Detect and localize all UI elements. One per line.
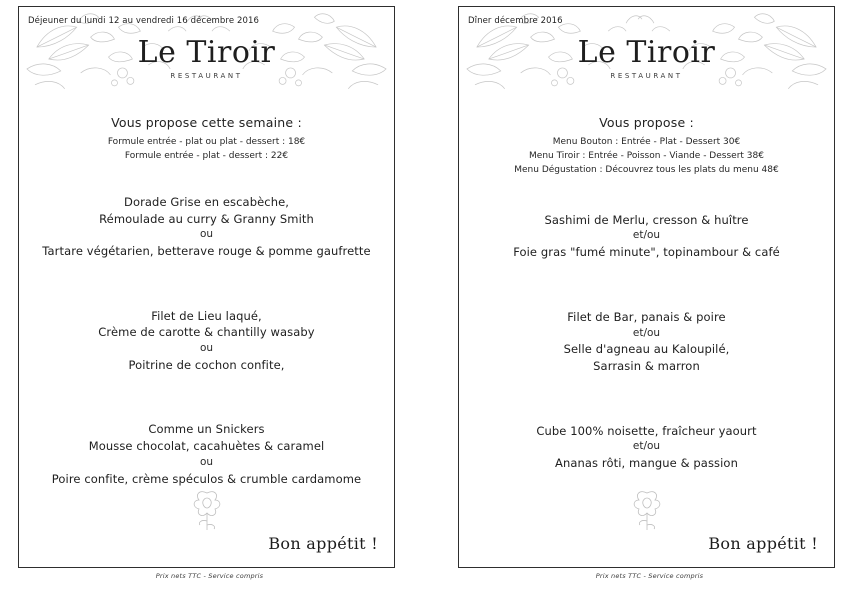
course-alt-line: Selle d'agneau au Kaloupilé, bbox=[563, 342, 730, 357]
brand-subtitle: RESTAURANT bbox=[610, 71, 683, 80]
course-line: Rémoulade au curry & Granny Smith bbox=[99, 211, 314, 226]
brand-name: Le Tiroir bbox=[577, 35, 716, 70]
course-separator: et/ou bbox=[632, 326, 661, 339]
flower-decoration-icon bbox=[179, 479, 235, 531]
menu-right-course bbox=[459, 423, 834, 472]
course-alt-line: Poitrine de cochon confite, bbox=[128, 357, 285, 372]
menu-right-date-label: Dîner décembre 2016 bbox=[468, 16, 563, 26]
menu-right-intro-line: Menu Bouton : Entrée - Plat - Dessert 30€ bbox=[552, 137, 741, 147]
course-line: Comme un Snickers bbox=[148, 422, 265, 437]
course-alt-line: Ananas rôti, mangue & passion bbox=[555, 456, 738, 471]
menu-left-closing: Bon appétit ! bbox=[268, 534, 378, 553]
course-separator: ou bbox=[199, 341, 214, 354]
course-separator: ou bbox=[199, 228, 214, 241]
menu-left-intro-line: Formule entrée - plat ou plat - dessert : 18€ bbox=[107, 137, 306, 147]
menu-right bbox=[458, 6, 835, 586]
menu-left-brand bbox=[19, 37, 394, 80]
menu-left-date-label: Déjeuner du lundi 12 au vendredi 16 décembre 2016 bbox=[28, 16, 259, 26]
course-line: Cube 100% noisette, fraîcheur yaourt bbox=[536, 423, 757, 438]
menu-right-footnote-wrap bbox=[458, 572, 835, 580]
menu-right-intro-line: Menu Tiroir : Entrée - Poisson - Viande - Dessert 38€ bbox=[529, 150, 764, 161]
menu-left bbox=[18, 6, 395, 586]
course-line: Mousse chocolat, cacahuètes & caramel bbox=[88, 439, 325, 454]
course-line: Crème de carotte & chantilly wasaby bbox=[98, 325, 315, 340]
course-line: Sashimi de Merlu, cresson & huître bbox=[544, 212, 749, 227]
course-alt-line: Foie gras "fumé minute", topinambour & café bbox=[513, 245, 780, 260]
menu-right-footnote: Prix nets TTC - Service compris bbox=[595, 572, 704, 580]
menu-left-course bbox=[19, 421, 394, 487]
menu-right-course bbox=[459, 309, 834, 375]
menu-left-course bbox=[19, 308, 394, 374]
menu-left-intro-title: Vous propose cette semaine : bbox=[111, 115, 302, 130]
course-separator: et/ou bbox=[632, 229, 661, 242]
course-separator: ou bbox=[199, 455, 214, 468]
course-alt-line: Tartare végétarien, betterave rouge & pomme gaufrette bbox=[42, 243, 371, 258]
course-alt-line: Poire confite, crème spéculos & crumble cardamome bbox=[51, 471, 362, 486]
menu-left-intro-line: Formule entrée - plat - dessert : 22€ bbox=[124, 150, 289, 161]
menu-left-sheet bbox=[18, 6, 395, 568]
menu-right-intro-title: Vous propose : bbox=[599, 115, 694, 130]
menu-left-footnote: Prix nets TTC - Service compris bbox=[155, 572, 264, 580]
brand-name: Le Tiroir bbox=[137, 35, 276, 70]
menu-right-course bbox=[459, 212, 834, 261]
menu-right-brand bbox=[459, 37, 834, 80]
menu-right-sheet bbox=[458, 6, 835, 568]
menu-right-body bbox=[459, 115, 834, 472]
flower-decoration-icon bbox=[619, 479, 675, 531]
menu-right-intro-line: Menu Dégustation : Découvrez tous les plats du menu 48€ bbox=[514, 164, 779, 175]
course-alt-line: Sarrasin & marron bbox=[593, 359, 700, 373]
course-separator: et/ou bbox=[632, 440, 661, 453]
menu-left-body bbox=[19, 115, 394, 487]
menu-left-course bbox=[19, 194, 394, 260]
course-line: Dorade Grise en escabèche, bbox=[123, 194, 290, 209]
course-line: Filet de Bar, panais & poire bbox=[567, 309, 726, 324]
course-line: Filet de Lieu laqué, bbox=[151, 308, 262, 323]
menu-right-closing: Bon appétit ! bbox=[708, 534, 818, 553]
brand-subtitle: RESTAURANT bbox=[170, 71, 243, 80]
menu-left-footnote-wrap bbox=[18, 572, 395, 580]
